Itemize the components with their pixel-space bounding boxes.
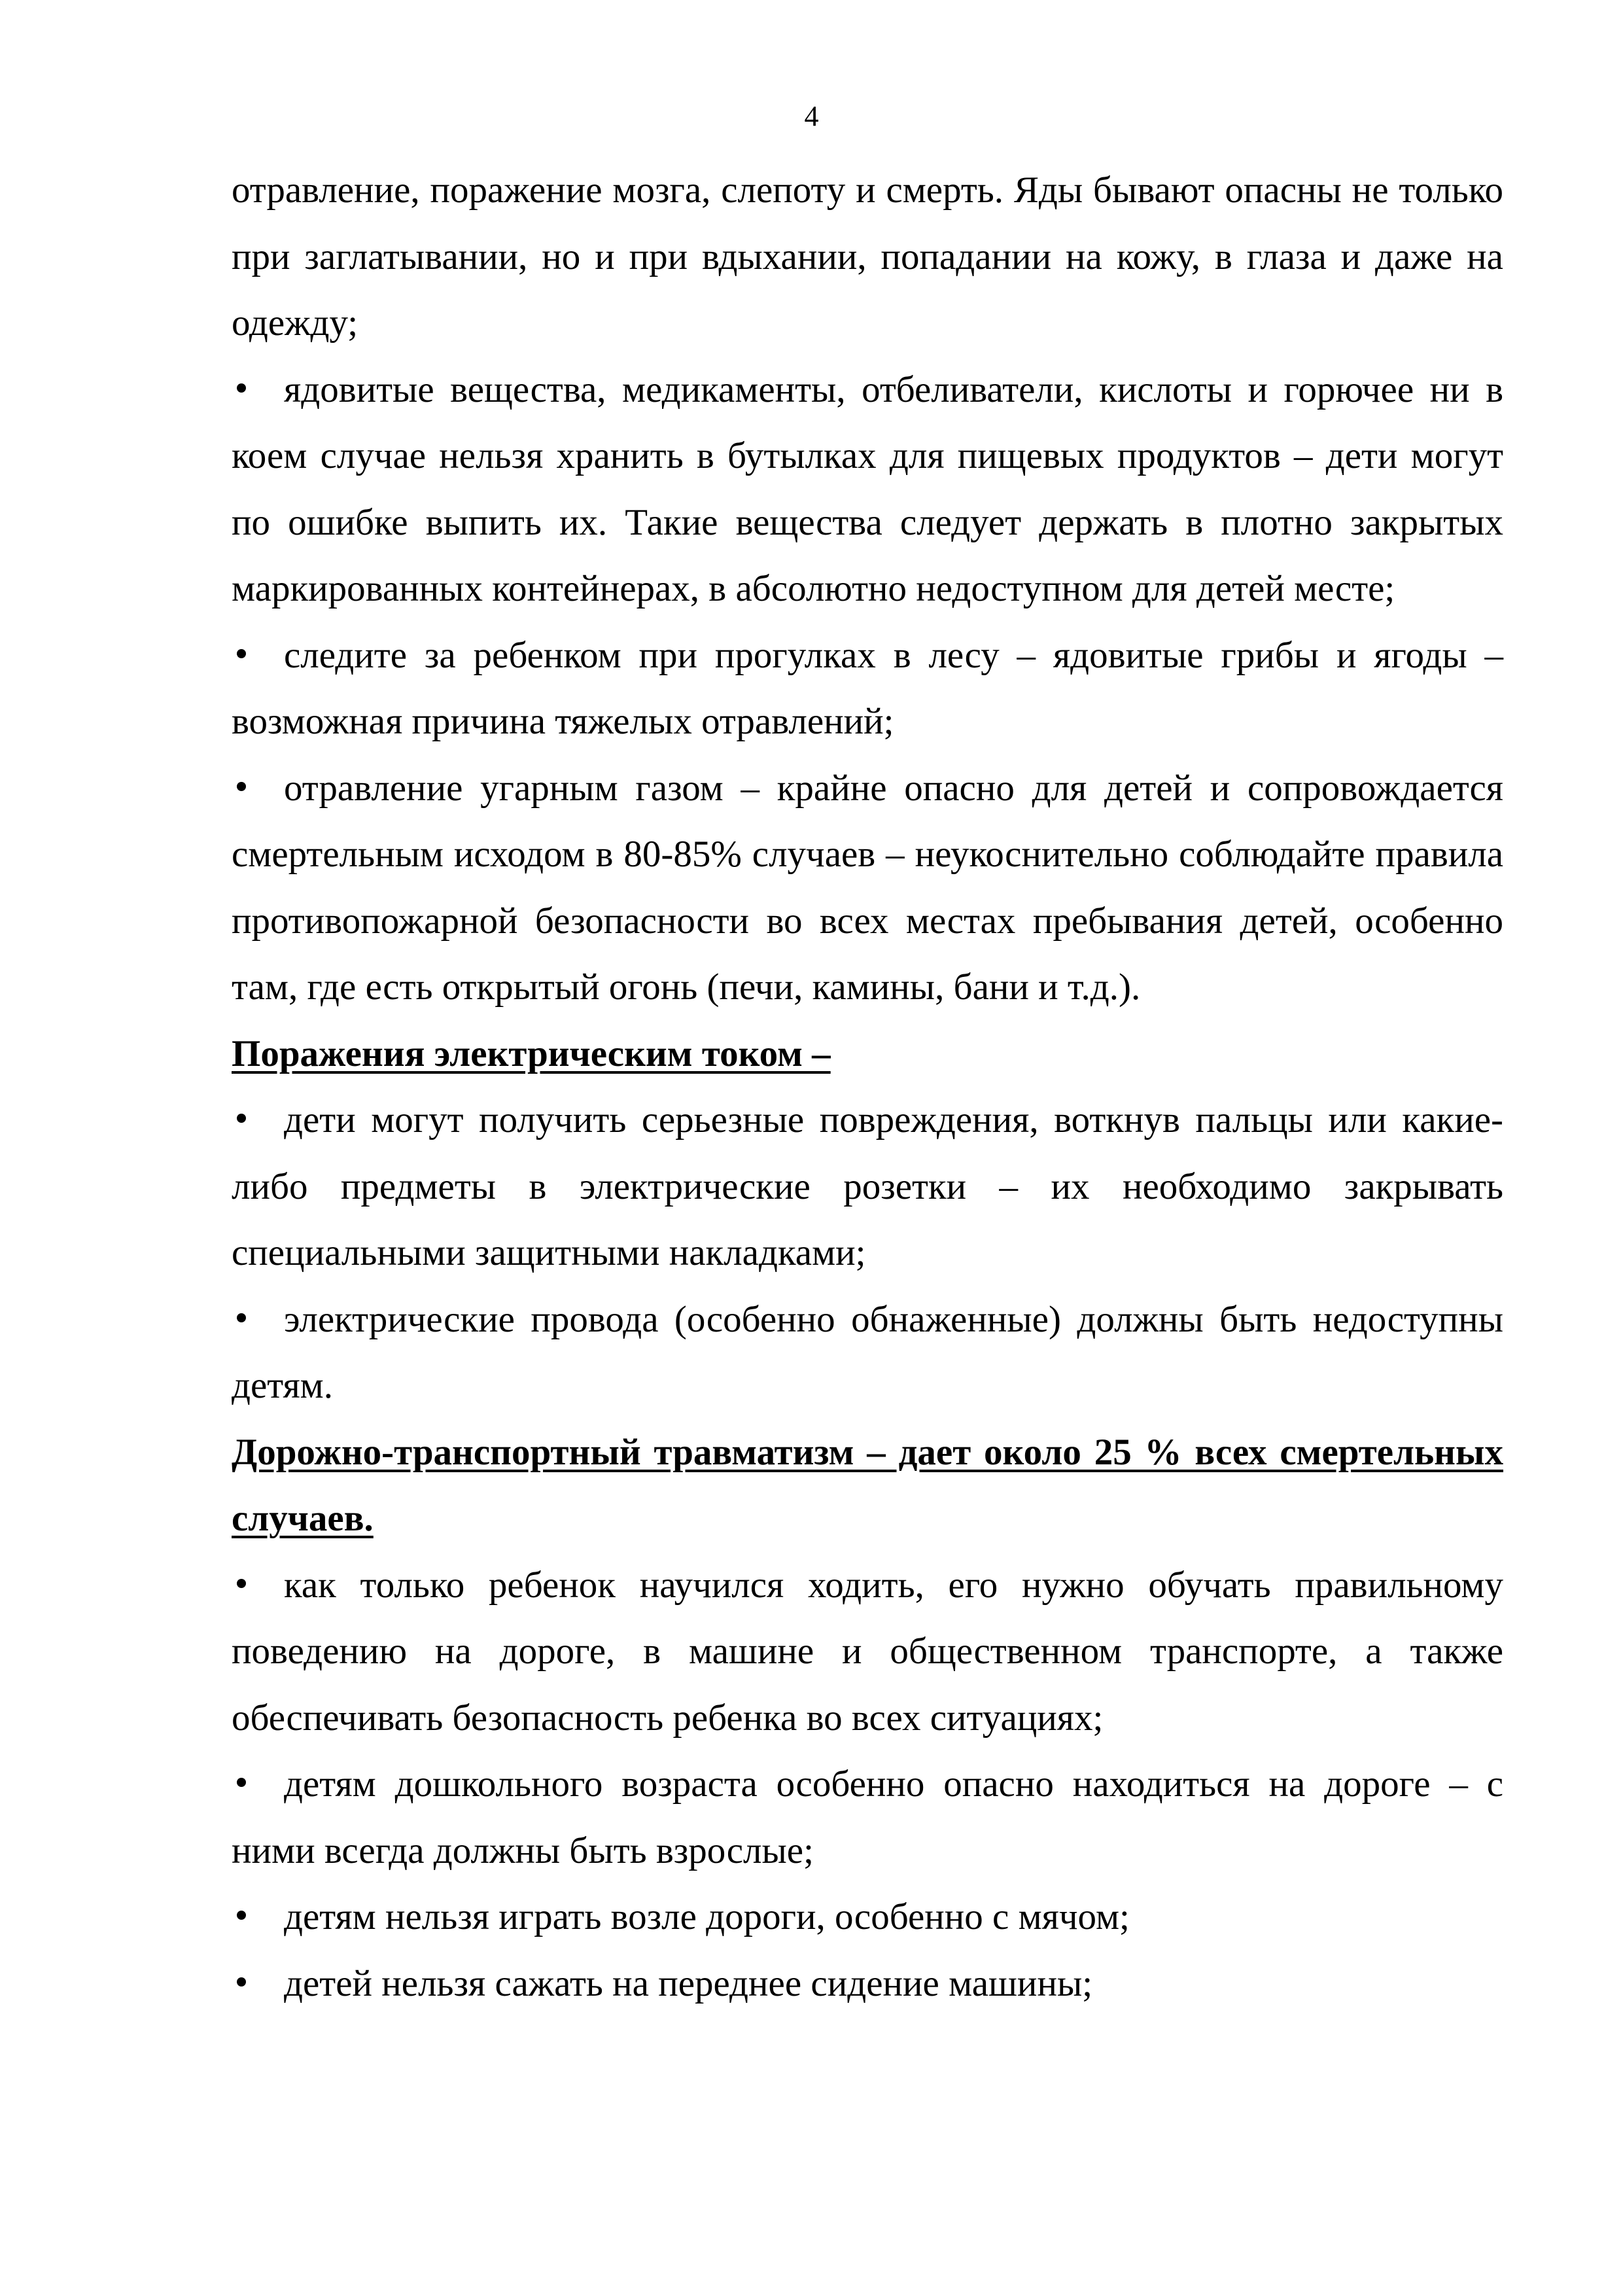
page-body [232, 157, 1503, 2017]
bullet-text: ядовитые вещества, медикаменты, отбеливатели, кислоты и горючее ни в коем случае нельзя хранить в бутылках для пищевых продуктов – дети могут по ошибке выпить их. Такие вещества следует держать в плотно закрытых маркированных контейнерах, в абсолютно недоступном для детей месте; [232, 368, 1503, 609]
bullet-item-toxic-storage [232, 357, 1503, 622]
bullet-text: детей нельзя сажать на переднее сидение машины; [284, 1962, 1093, 2004]
bullet-item-no-ball-games [232, 1884, 1503, 1951]
paragraph-poisoning-continuation: отравление, поражение мозга, слепоту и смерть. Яды бывают опасны не только при заглатывании, но и при вдыхании, попадании на кожу, в глаза и даже на одежду; [232, 169, 1503, 344]
bullet-text: детям дошкольного возраста особенно опасно находиться на дороге – с ними всегда должны быть взрослые; [232, 1763, 1503, 1871]
bullet-item-front-seat [232, 1951, 1503, 2017]
bullet-item-forest-walks [232, 622, 1503, 755]
bullet-item-preschool-adults [232, 1751, 1503, 1884]
bullet-text: дети могут получить серьезные повреждения, воткнув пальцы или какие-либо предметы в электрические розетки – их необходимо закрывать специальными защитными накладками; [232, 1099, 1503, 1273]
section-heading-road-traffic: Дорожно-транспортный травматизм – дает около 25 % всех смертельных случаев. [232, 1431, 1503, 1539]
bullet-text: детям нельзя играть возле дороги, особенно с мячом; [284, 1896, 1130, 1937]
section-heading-electric-shock: Поражения электрическим током – [232, 1033, 831, 1074]
bullet-item-wires [232, 1286, 1503, 1419]
page-number: 4 [804, 100, 819, 132]
bullet-text: следите за ребенком при прогулках в лесу – ядовитые грибы и ягоды – возможная причина тяжелых отравлений; [232, 634, 1503, 742]
bullet-item-sockets [232, 1087, 1503, 1286]
bullet-text: электрические провода (особенно обнаженные) должны быть недоступны детям. [232, 1298, 1503, 1406]
bullet-item-carbon-monoxide [232, 755, 1503, 1021]
bullet-item-road-behavior [232, 1552, 1503, 1752]
bullet-text: отравление угарным газом – крайне опасно для детей и сопровождается смертельным исходом в 80-85% случаев – неукоснительно соблюдайте правила противопожарной безопасности во всех местах пребывания детей, особенно там, где есть открытый огонь (печи, камины, бани и т.д.). [232, 767, 1503, 1008]
bullet-text: как только ребенок научился ходить, его нужно обучать правильному поведению на дороге, в машине и общественном транспорте, а также обеспечивать безопасность ребенка во всех ситуациях; [232, 1564, 1503, 1739]
